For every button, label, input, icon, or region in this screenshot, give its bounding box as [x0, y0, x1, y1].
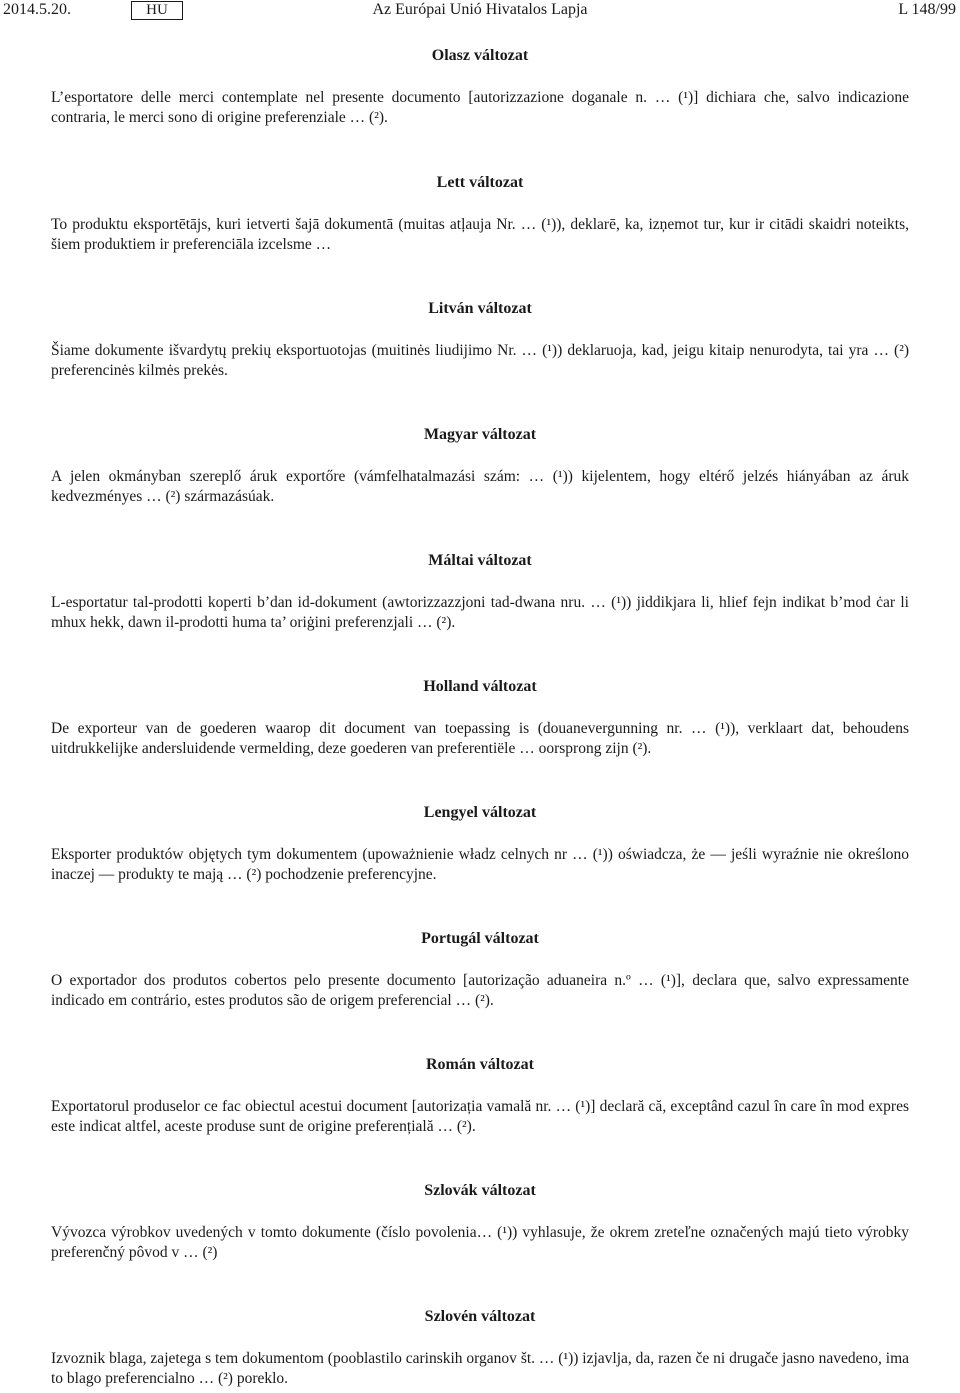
section-title: Holland változat [423, 678, 537, 695]
page-number: L 148/99 [898, 1, 956, 18]
section-hungarian [51, 425, 909, 507]
section-romanian [51, 1055, 909, 1137]
section-title: Magyar változat [423, 426, 537, 443]
section-text: Vývozca výrobkov uvedených v tomto dokumente (číslo povolenia… (¹)) vyhlasuje, že okrem zreteľne označených majú tieto výrobky preferenčný pôvod v … (²) [51, 1224, 909, 1261]
section-text: Izvoznik blaga, zajetega s tem dokumentom (pooblastilo carinskih organov št. … (¹)) izjavlja, da, razen če ni drugače jasno navedeno, ima to blago preferencialno … (²) poreklo. [51, 1350, 909, 1387]
section-italian [51, 46, 909, 128]
section-slovenian [51, 1307, 909, 1389]
section-text: L’esportatore delle merci contemplate nel presente documento [autorizzazione doganale n. … (¹)] dichiara che, salvo indicazione contraria, le merci sono di origine preferenziale … (²). [51, 89, 909, 126]
publication-date: 2014.5.20. [3, 1, 71, 18]
section-lithuanian [51, 299, 909, 381]
section-title: Litván változat [428, 300, 532, 317]
section-title: Máltai változat [428, 552, 532, 569]
section-text: Exportatorul produselor ce fac obiectul acestui document [autorizația vamală nr. … (¹)] declară că, exceptând cazul în care în mod expres este indicat altfel, aceste produse sunt de origine preferențială … (²). [51, 1098, 909, 1135]
section-title: Szlovák változat [424, 1182, 536, 1199]
page-header [0, 0, 960, 22]
section-text: O exportador dos produtos cobertos pelo presente documento [autorização aduaneira n.º … (¹)], declara que, salvo expressamente indicado em contrário, estes produtos são de origem preferencial … (²). [51, 972, 909, 1009]
section-portuguese [51, 929, 909, 1011]
section-text: L-esportatur tal-prodotti koperti b’dan id-dokument (awtorizzazzjoni tad-dwana nru. … (¹)) jiddikjara li, hlief fejn indikat b’mod ċar li mhux hekk, dawn il-prodotti huma ta’ oriġini preferenzjali … (²). [51, 594, 909, 631]
section-title: Lengyel változat [423, 804, 537, 821]
section-slovak [51, 1181, 909, 1263]
section-polish [51, 803, 909, 885]
section-latvian [51, 173, 909, 255]
section-text: De exporteur van de goederen waarop dit document van toepassing is (douanevergunning nr. … (¹)), verklaart dat, behoudens uitdrukkelijke andersluidende vermelding, deze goederen van preferentiële … oorsprong zijn (²). [51, 720, 909, 757]
journal-title: Az Európai Unió Hivatalos Lapja [372, 1, 588, 18]
section-title: Portugál változat [421, 930, 539, 947]
language-badge: HU [131, 1, 183, 20]
section-dutch [51, 677, 909, 759]
section-text: Šiame dokumente išvardytų prekių eksportuotojas (muitinės liudijimo Nr. … (¹)) deklaruoja, kad, jeigu kitaip nenurodyta, tai yra … (²) preferencinės kilmės prekės. [51, 342, 909, 379]
section-text: Eksporter produktów objętych tym dokumentem (upoważnienie władz celnych nr … (¹)) oświadcza, że — jeśli wyraźnie nie określono inaczej — produkty te mają … (²) pochodzenie preferencyjne. [51, 846, 909, 883]
section-title: Olasz változat [431, 47, 529, 64]
section-maltese [51, 551, 909, 633]
section-title: Szlovén változat [424, 1308, 536, 1325]
section-text: To produktu eksportētājs, kuri ietverti šajā dokumentā (muitas atļauja Nr. … (¹)), deklarē, ka, izņemot tur, kur ir citādi skaidri noteikts, šiem produktiem ir preferenciāla izcelsme … [51, 216, 909, 253]
section-text: A jelen okmányban szereplő áruk exportőre (vámfelhatalmazási szám: … (¹)) kijelentem, hogy eltérő jelzés hiányában az áruk kedvezményes … (²) származásúak. [51, 468, 909, 505]
section-title: Román változat [426, 1056, 534, 1073]
section-title: Lett változat [436, 174, 524, 191]
